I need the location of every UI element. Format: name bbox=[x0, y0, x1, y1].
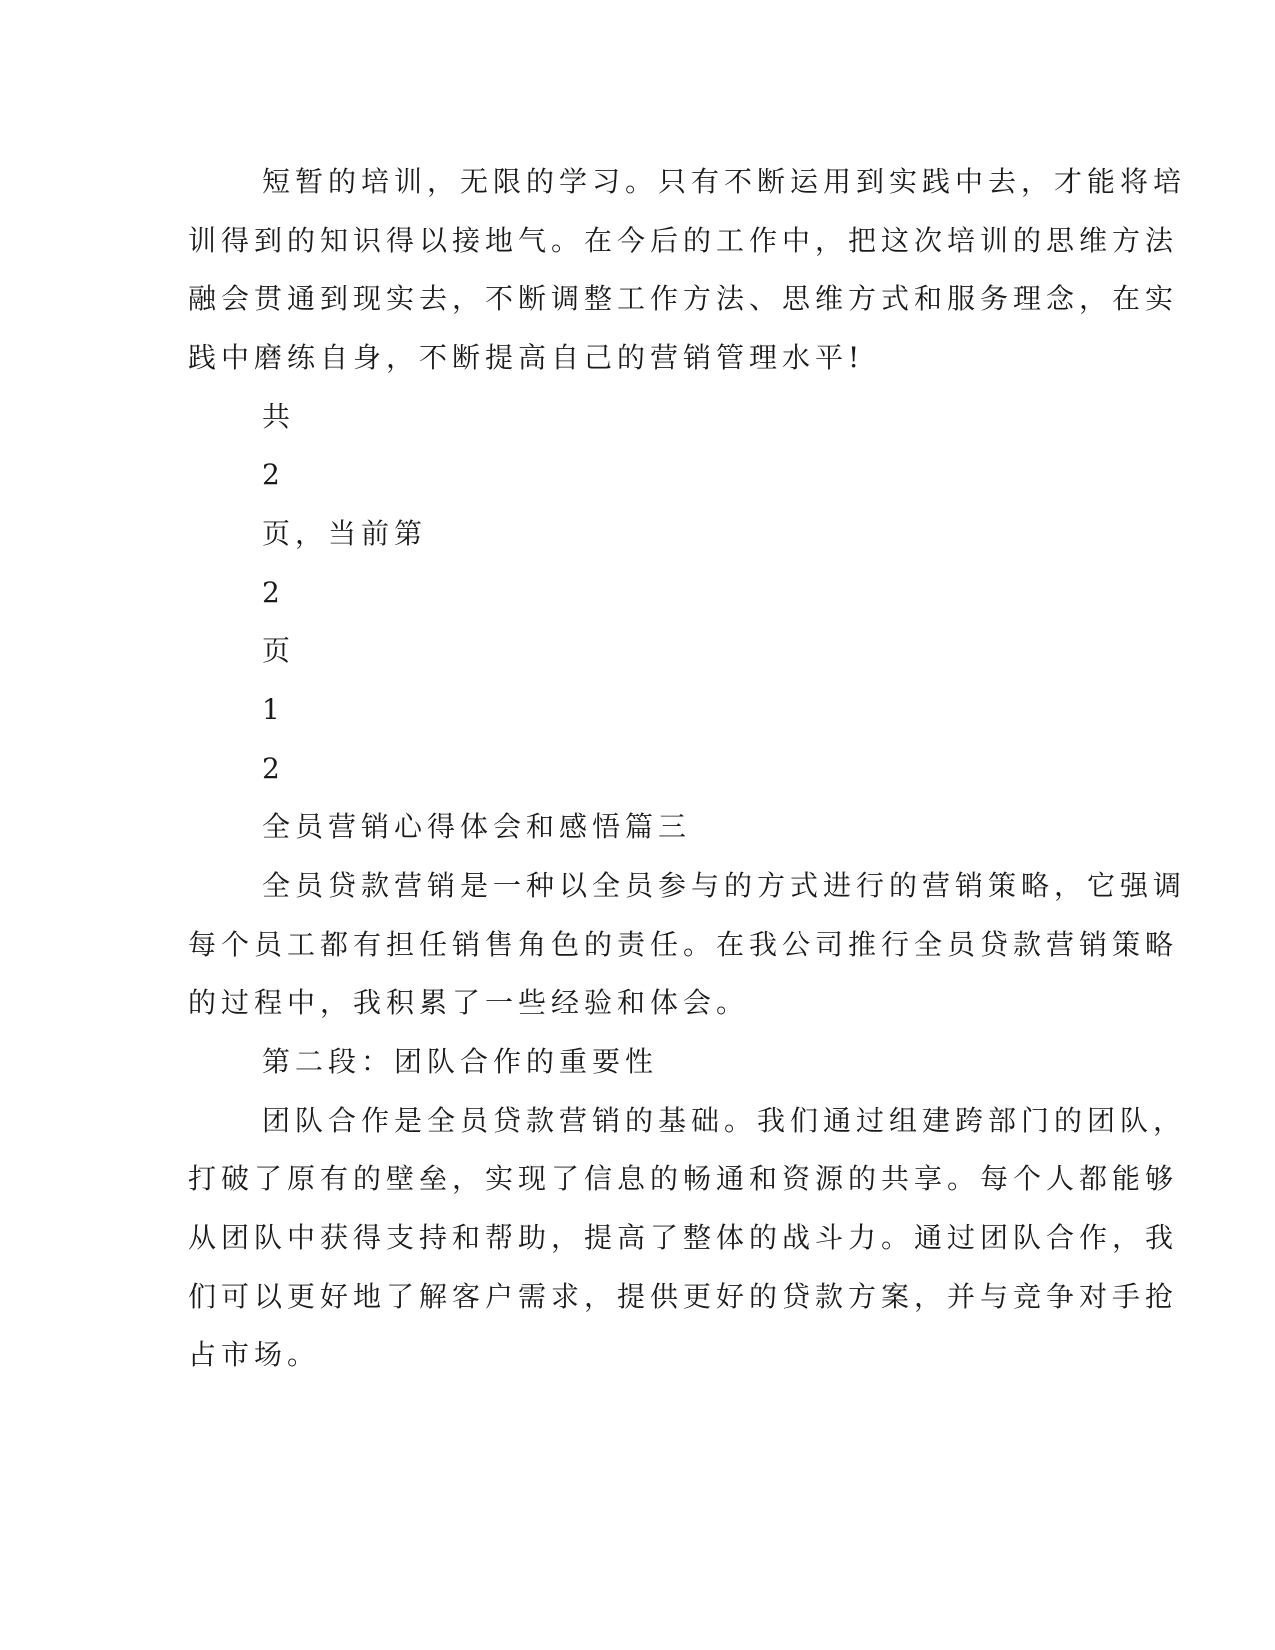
section-heading: 全员营销心得体会和感悟篇三 bbox=[262, 810, 692, 843]
paragraph-line: 从团队中获得支持和帮助，提高了整体的战斗力。通过团队合作，我 bbox=[188, 1221, 1179, 1254]
page-link-1: 1 bbox=[262, 693, 285, 726]
subsection-heading: 第二段：团队合作的重要性 bbox=[262, 1045, 659, 1078]
paragraph-line: 的过程中，我积累了一些经验和体会。 bbox=[188, 986, 750, 1019]
paragraph-line: 训得到的知识得以接地气。在今后的工作中，把这次培训的思维方法 bbox=[188, 224, 1179, 257]
page-total-number: 2 bbox=[262, 458, 285, 491]
paragraph-line: 短暂的培训，无限的学习。只有不断运用到实践中去，才能将培 bbox=[262, 165, 1187, 198]
paragraph-line: 占市场。 bbox=[188, 1338, 321, 1371]
page-link-2: 2 bbox=[262, 752, 285, 785]
current-page-label: 页，当前第 bbox=[262, 517, 428, 550]
page-suffix-label: 页 bbox=[262, 634, 296, 667]
paragraph-line: 践中磨练自身，不断提高自己的营销管理水平! bbox=[188, 341, 865, 374]
paragraph-line: 打破了原有的壁垒，实现了信息的畅通和资源的共享。每个人都能够 bbox=[188, 1162, 1179, 1195]
page-count-label: 共 bbox=[262, 400, 296, 433]
paragraph-line: 融会贯通到现实去，不断调整工作方法、思维方式和服务理念，在实 bbox=[188, 282, 1179, 315]
current-page-number: 2 bbox=[262, 576, 285, 609]
paragraph-line: 全员贷款营销是一种以全员参与的方式进行的营销策略，它强调 bbox=[262, 869, 1187, 902]
paragraph-line: 每个员工都有担任销售角色的责任。在我公司推行全员贷款营销策略 bbox=[188, 928, 1179, 961]
paragraph-line: 团队合作是全员贷款营销的基础。我们通过组建跨部门的团队， bbox=[262, 1104, 1187, 1137]
paragraph-line: 们可以更好地了解客户需求，提供更好的贷款方案，并与竞争对手抢 bbox=[188, 1280, 1179, 1313]
